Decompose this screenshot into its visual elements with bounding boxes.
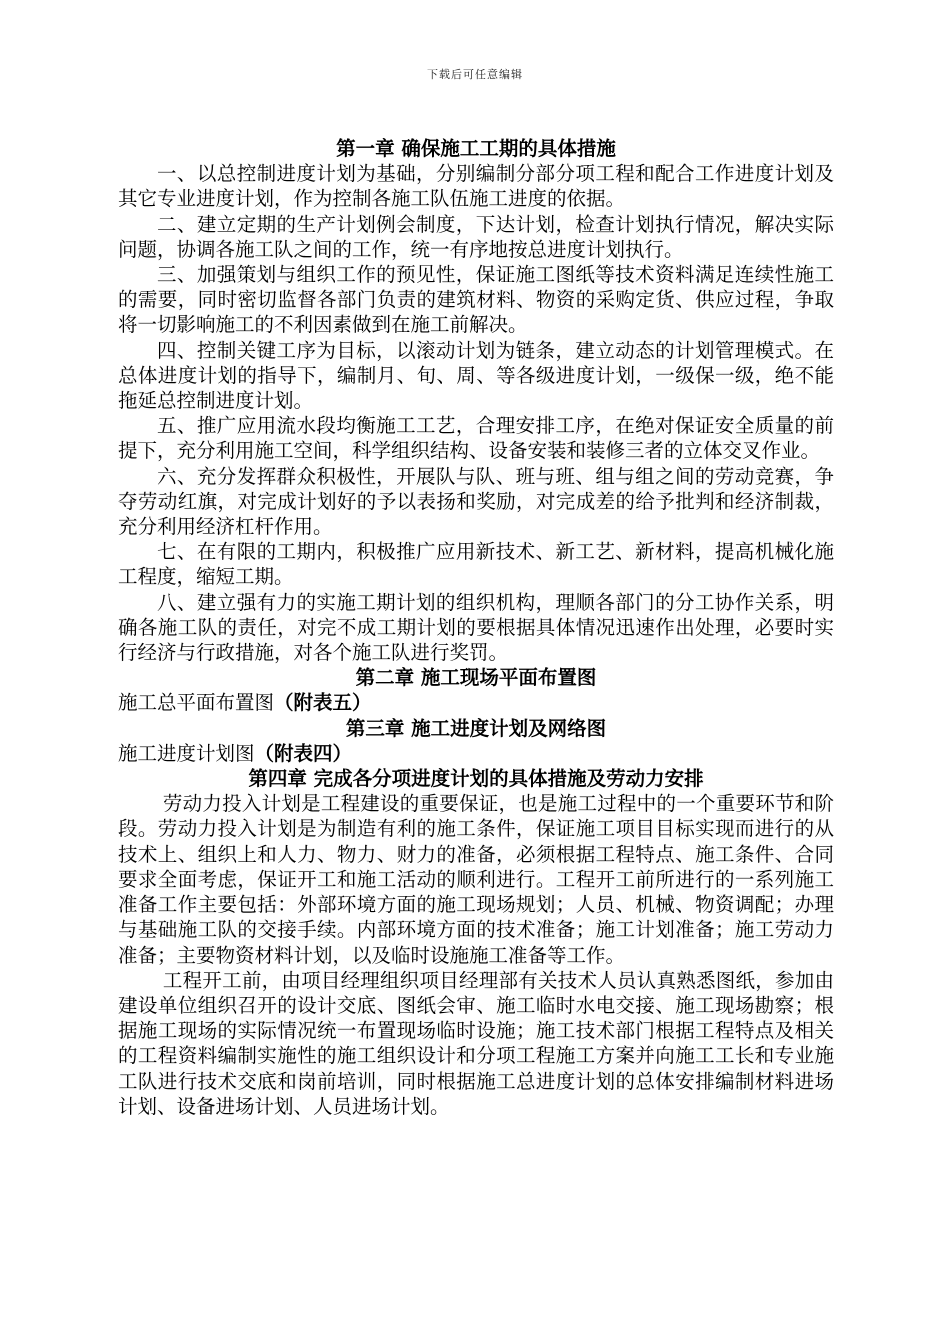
chapter-1-title: 第一章 确保施工工期的具体措施 <box>336 137 616 160</box>
chapter-2-attachment-ref: （附表五） <box>274 691 372 715</box>
chapter-1-paragraph-5: 五、推广应用流水段均衡施工工艺，合理安排工序，在绝对保证安全质量的前提下，充分利用施工空间，科学组织结构、设备安装和装修三者的立体交叉作业。 <box>118 414 834 463</box>
page-header-note: 下载后可任意编辑 <box>427 68 523 81</box>
chapter-3-title: 第三章 施工进度计划及网络图 <box>345 716 607 740</box>
chapter-2-title: 第二章 施工现场平面布置图 <box>355 666 597 690</box>
chapter-1-paragraph-2: 二、建立定期的生产计划例会制度，下达计划，检查计划执行情况，解决实际问题，协调各施工队之间的工作，统一有序地按总进度计划执行。 <box>118 212 834 261</box>
chapter-4-title: 第四章 完成各分项进度计划的具体措施及劳动力安排 <box>248 767 704 791</box>
chapter-3-attachment-ref: （附表四） <box>254 741 353 765</box>
chapter-3-attachment-line <box>118 741 834 766</box>
chapter-1-paragraph-1: 一、以总控制进度计划为基础，分别编制分部分项工程和配合工作进度计划及其它专业进度计划，作为控制各施工队伍施工进度的依据。 <box>118 162 834 211</box>
chapter-1-paragraph-3: 三、加强策划与组织工作的预见性，保证施工图纸等技术资料满足连续性施工的需要，同时密切监督各部门负责的建筑材料、物资的采购定货、供应过程，争取将一切影响施工的不利因素做到在施工前解决。 <box>118 263 834 337</box>
chapter-2-attachment-text: 施工总平面布置图 <box>118 691 275 715</box>
chapter-1-paragraph-8: 八、建立强有力的实施工期计划的组织机构，理顺各部门的分工协作关系，明确各施工队的责任，对完不成工期计划的要根据具体情况迅速作出处理，必要时实行经济与行政措施，对各个施工队进行奖罚。 <box>118 590 834 665</box>
chapter-4-paragraph-1: 劳动力投入计划是工程建设的重要保证，也是施工过程中的一个重要环节和阶段。劳动力投入计划是为制造有利的施工条件，保证施工项目目标实现而进行的从技术上、组织上和人力、物力、财力的准备，必须根据工程特点、施工条件、合同要求全面考虑，保证开工和施工活动的顺利进行。工程开工前所进行的一系列施工准备工作主要包括：外部环境方面的施工现场规划；人员、机械、物资调配；办理与基础施工队的交接手续。内部环境方面的技术准备；施工计划准备；施工劳动力准备；主要物资材料计划，以及临时设施施工准备等工作。 <box>118 792 834 967</box>
document-body <box>118 136 834 1119</box>
chapter-1-paragraph-7: 七、在有限的工期内，积极推广应用新技术、新工艺、新材料，提高机械化施工程度，缩短工期。 <box>118 540 834 589</box>
chapter-2-attachment-line <box>118 690 834 715</box>
chapter-3-attachment-text: 施工进度计划图 <box>118 741 255 765</box>
chapter-1-paragraph-6: 六、充分发挥群众积极性，开展队与队、班与班、组与组之间的劳动竞赛，争夺劳动红旗，对完成计划好的予以表扬和奖励，对完成差的给予批判和经济制裁，充分利用经济杠杆作用。 <box>118 464 834 539</box>
chapter-4-paragraph-2: 工程开工前，由项目经理组织项目经理部有关技术人员认真熟悉图纸，参加由建设单位组织召开的设计交底、图纸会审、施工临时水电交接、施工现场勘察；根据施工现场的实际情况统一布置现场临时设施；施工技术部门根据工程特点及相关的工程资料编制实施性的施工组织设计和分项工程施工方案并向施工工长和专业施工队进行技术交底和岗前培训，同时根据施工总进度计划的总体安排编制材料进场计划、设备进场计划、人员进场计划。 <box>118 968 834 1118</box>
chapter-1-paragraph-4: 四、控制关键工序为目标，以滚动计划为链条，建立动态的计划管理模式。在总体进度计划的指导下，编制月、旬、周、等各级进度计划，一级保一级，绝不能拖延总控制进度计划。 <box>118 338 834 413</box>
